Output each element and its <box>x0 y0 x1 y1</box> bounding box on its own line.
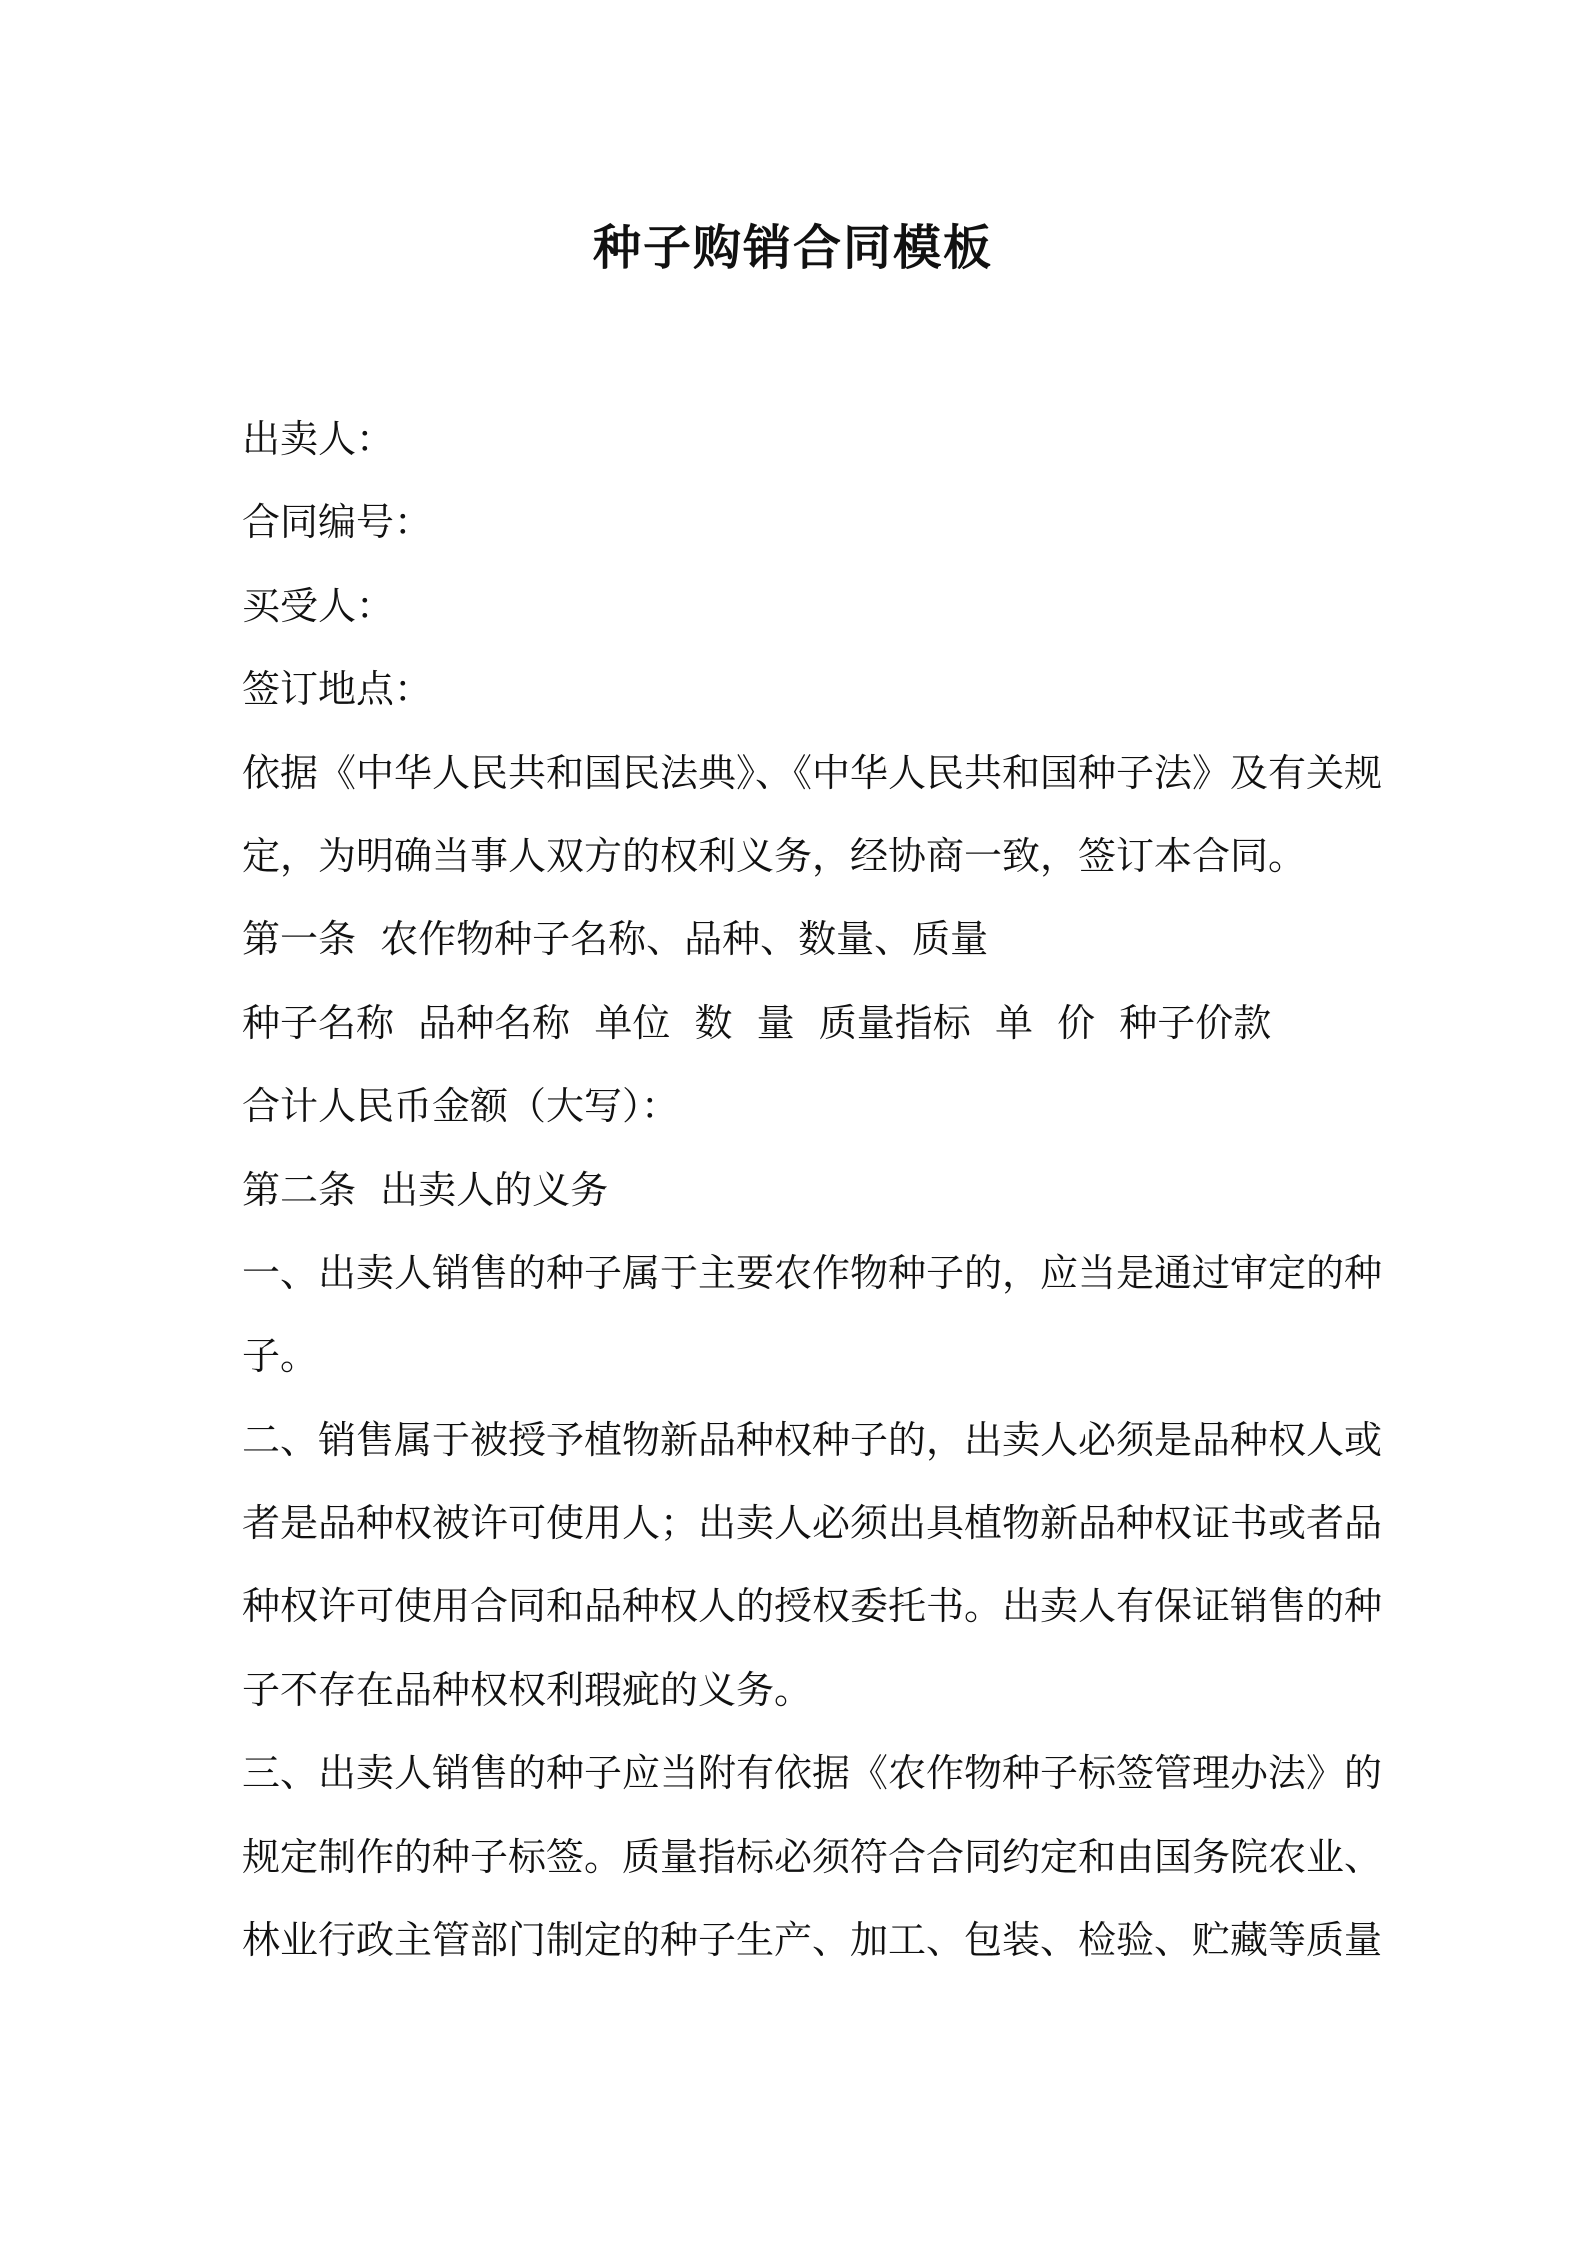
clause-1-line-2: 子。 <box>242 1334 319 1379</box>
clause-3-line-1: 三、出卖人销售的种子应当附有依据《农作物种子标签管理办法》的 <box>242 1751 1383 1796</box>
sign-place-field: 签订地点： <box>242 667 433 712</box>
seller-field: 出卖人： <box>242 417 395 461</box>
clause-2-line-2: 者是品种权被许可使用人；出卖人必须出具植物新品种权证书或者品 <box>242 1501 1383 1546</box>
clause-2-line-4: 子不存在品种权权利瑕疵的义务。 <box>242 1667 813 1712</box>
clause-3-line-2: 规定制作的种子标签。质量指标必须符合合同约定和由国务院农业、 <box>242 1834 1383 1879</box>
article-1-heading: 第一条 农作物种子名称、品种、数量、质量 <box>242 917 989 962</box>
total-amount-line: 合计人民币金额（大写）： <box>242 1084 680 1129</box>
seed-table-header: 种子名称 品种名称 单位 数 量 质量指标 单 价 种子价款 <box>242 1000 1272 1045</box>
preamble-line-1: 依据《中华人民共和国民法典》、《中华人民共和国种子法》及有关规 <box>242 750 1383 795</box>
clause-2-line-3: 种权许可使用合同和品种权人的授权委托书。出卖人有保证销售的种 <box>242 1584 1383 1629</box>
document-title: 种子购销合同模板 <box>592 220 993 276</box>
buyer-field: 买受人： <box>242 583 395 628</box>
clause-2-line-1: 二、销售属于被授予植物新品种权种子的，出卖人必须是品种权人或 <box>242 1417 1383 1462</box>
contract-number-field: 合同编号： <box>242 500 433 545</box>
document-body <box>242 398 1383 1982</box>
clause-1-line-1: 一、出卖人销售的种子属于主要农作物种子的，应当是通过审定的种 <box>242 1250 1383 1295</box>
article-2-heading: 第二条 出卖人的义务 <box>242 1167 609 1212</box>
preamble-line-2: 定，为明确当事人双方的权利义务，经协商一致，签订本合同。 <box>242 833 1307 878</box>
clause-3-line-3: 林业行政主管部门制定的种子生产、加工、包装、检验、贮藏等质量 <box>242 1918 1383 1963</box>
